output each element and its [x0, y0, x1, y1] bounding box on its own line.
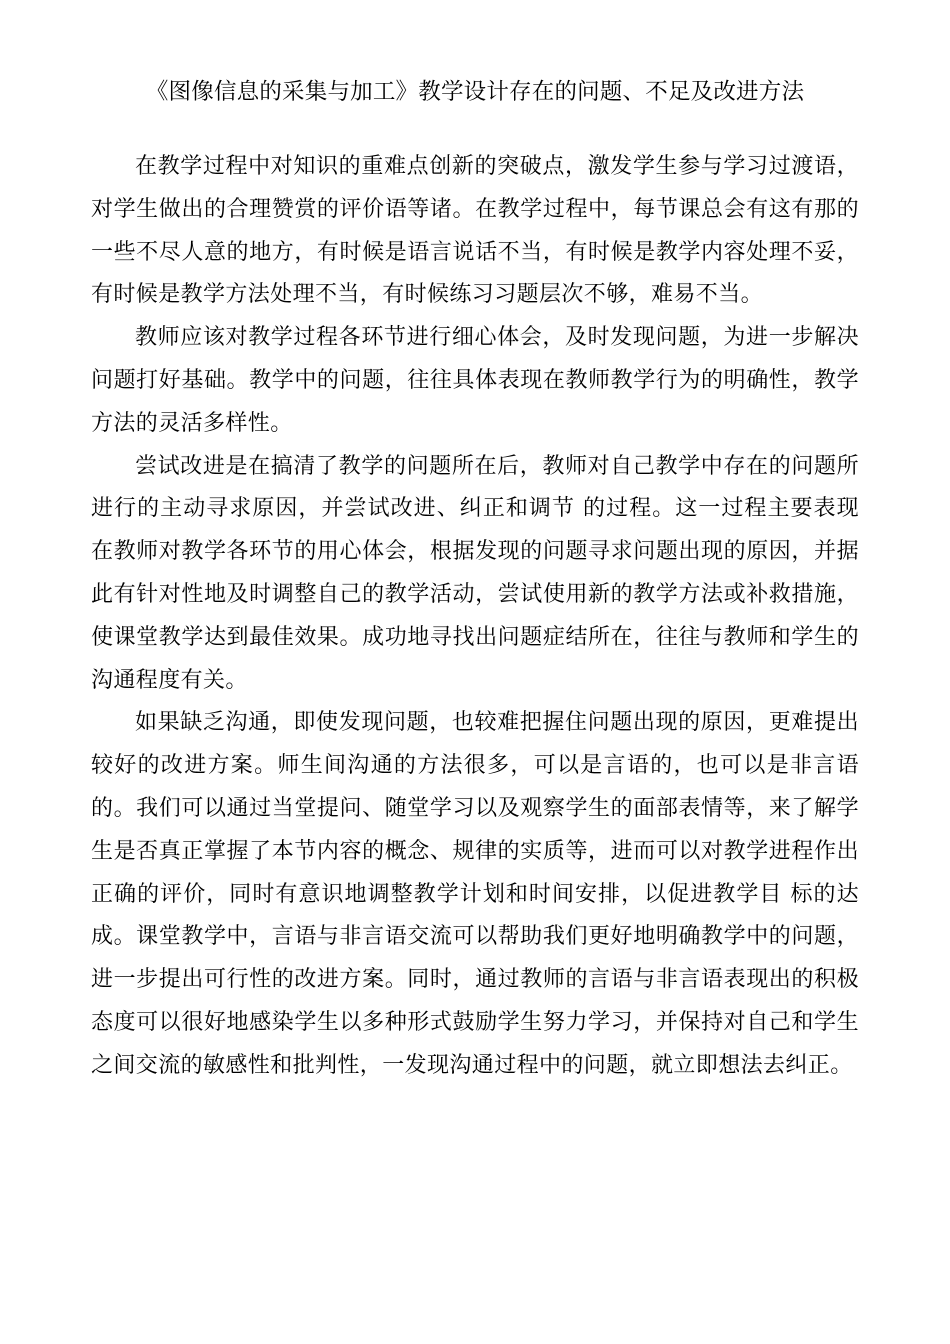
paragraph-4: 如果缺乏沟通，即使发现问题，也较难把握住问题出现的原因，更难提出较好的改进方案。师生间沟通的方法很多，可以是言语的，也可以是非言语的。我们可以通过当堂提问、随堂学习以及观察学生的面部表情等，来了解学生是否真正掌握了本节内容的概念、规律的实质等，进而可以对教学进程作出正确的评价，同时有意识地调整教学计划和时间安排，以促进教学目 标的达成。课堂教学中，言语与非言语交流可以帮助我们更好地明确教学中的问题，进一步提出可行性的改进方案。同时，通过教师的言语与非言语表现出的积极态度可以很好地感染学生以多种形式鼓励学生努力学习，并保持对自己和学生之间交流的敏感性和批判性，一发现沟通过程中的问题，就立即想法去纠正。	[91, 710, 859, 1078]
paragraph-3: 尝试改进是在搞清了教学的问题所在后，教师对自己教学中存在的问题所进行的主动寻求原因，并尝试改进、纠正和调节 的过程。这一过程主要表现在教师对教学各环节的用心体会，根据发现的问题寻求问题出现的原因，并据此有针对性地及时调整自己的教学活动，尝试使用新的教学方法或补救措施，使课堂教学达到最佳效果。成功地寻找出问题症结所在，往往与教师和学生的沟通程度有关。	[91, 453, 859, 693]
document-title: 《图像信息的采集与加工》教学设计存在的问题、不足及改进方法	[145, 79, 805, 105]
paragraph-2: 教师应该对教学过程各环节进行细心体会，及时发现问题，为进一步解决问题打好基础。教学中的问题，往往具体表现在教师教学行为的明确性，教学方法的灵活多样性。	[91, 325, 859, 436]
document-body	[91, 146, 859, 1088]
paragraph-1: 在教学过程中对知识的重难点创新的突破点，激发学生参与学习过渡语，对学生做出的合理赞赏的评价语等诸。在教学过程中，每节课总会有这有那的一些不尽人意的地方，有时候是语言说话不当，有时候是教学内容处理不妥，有时候是教学方法处理不当，有时候练习习题层次不够，难易不当。	[91, 154, 859, 308]
